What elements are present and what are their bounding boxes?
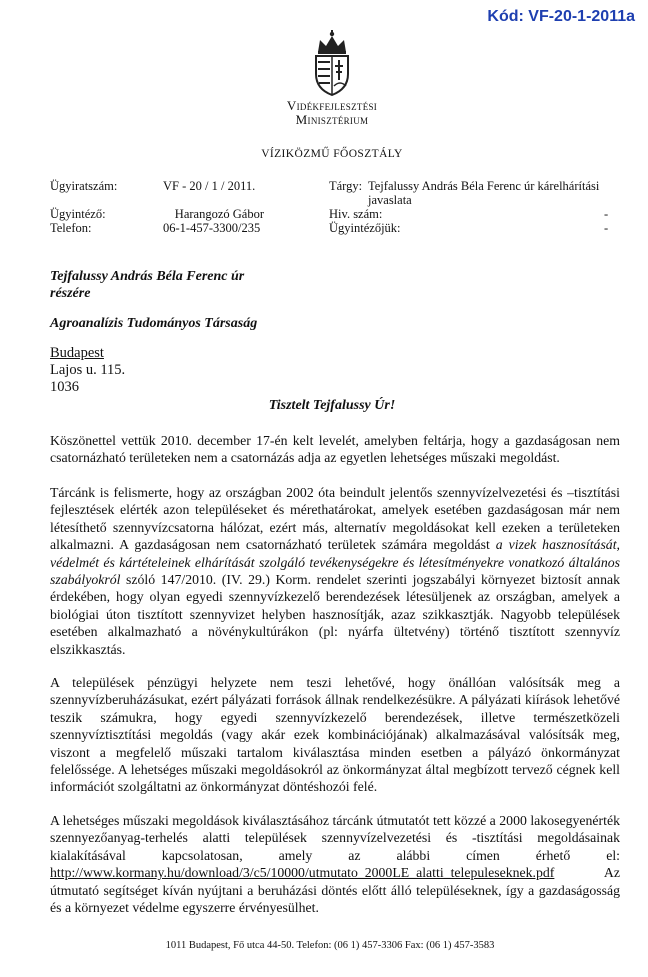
subject-value-line-2: javaslata	[368, 193, 412, 207]
paragraph-4-part-1: A lehetséges műszaki megoldások kiválasztásához tárcánk útmutatót tett közzé a 2000 lakosegyenérték szennyezőanyag-terhelés alatti települések szennyvízelvezetési és -tisztítási megoldásainak kialakításával kapcsolatosan, amely az alábbi címen érhető el:	[50, 813, 620, 863]
reference-number-label: Hiv. szám:	[329, 207, 383, 221]
coat-of-arms-icon	[312, 30, 352, 96]
paragraph-4	[50, 812, 620, 916]
guide-link[interactable]: http://www.kormany.hu/download/3/c5/10000/utmutato_2000LE_alatti_telepuleseknek.pdf	[50, 865, 555, 881]
paragraph-2-part-1: Tárcánk is felismerte, hogy az országban 2002 óta beindult jelentős szennyvízelvezetési és –tisztítási fejlesztések elérték azon településeket és mérethatárokat, amelyek esetében gazdaságosan már nem létesíthető szennyvízcsatorna hálózat, ezért más, alternatív megoldásokat kell ezeken a területeken alkalmazni. A gazdaságosan nem csatornázható területek számára megoldást	[50, 485, 620, 553]
phone-value: 06-1-457-3300/235	[163, 221, 261, 235]
paragraph-2	[50, 484, 620, 658]
ministry-line-2: Minisztérium	[295, 112, 369, 127]
their-administrator-label: Ügyintézőjük:	[329, 221, 401, 235]
their-administrator-value: -	[604, 221, 609, 235]
paragraph-2-part-2: szóló 147/2010. (IV. 29.) Korm. rendelet szerinti jogszabályi környezet biztosít annak érdekében, hogy olyan egyedi szennyvízkezelő berendezések létesüljenek az országban, amelyek a biológiai úton tisztított szennyvizet helyben hasznosítják, azaz szikkasztják. Nagyobb települések esetében alkalmazható a növénykultúrákon (pl: nyárfa ültetvény) történő tisztított szennyvíz elszikkasztás.	[50, 572, 620, 657]
footer-address: 1011 Budapest, Fő utca 44-50. Telefon: (06 1) 457-3306 Fax: (06 1) 457-3583	[165, 940, 495, 951]
subject-value: Tejfalussy András Béla Ferenc úr kárelhárítási	[368, 179, 600, 193]
subject-label: Tárgy:	[329, 179, 363, 193]
salutation: Tisztelt Tejfalussy Úr!	[268, 398, 396, 413]
document-code: Kód: VF-20-1-2011a	[487, 8, 635, 25]
ministry-name	[200, 99, 464, 127]
reference-number-value: -	[604, 207, 609, 221]
phone-label: Telefon:	[50, 221, 92, 235]
administrator-value: Harangozó Gábor	[174, 207, 264, 221]
administrator-label: Ügyintéző:	[50, 207, 106, 221]
recipient-city: Budapest	[50, 345, 104, 361]
recipient-street: Lajos u. 115.	[50, 362, 126, 378]
case-number-value: VF - 20 / 1 / 2011.	[163, 179, 256, 193]
department-name: VÍZIKÖZMŰ FŐOSZTÁLY	[261, 148, 403, 160]
ministry-line-1: Vidékfejlesztési	[286, 98, 378, 113]
paragraph-1: Köszönettel vettük 2010. december 17-én kelt levelét, amelyben feltárja, hogy a gazdaságosan nem csatornázható területeken nem a csatornázás adja az egyetlen lehetséges műszaki megoldást.	[50, 433, 620, 466]
regulation-title: a vizek hasznosítását, védelmét és kártételeinek elhárítását szolgáló tevékenységekre és létesítményekre vonatkozó általános szabályokról	[50, 537, 620, 588]
recipient-organization: Agroanalízis Tudományos Társaság	[50, 316, 258, 331]
case-number-label: Ügyiratszám:	[50, 179, 118, 193]
recipient-name: Tejfalussy András Béla Ferenc úr	[50, 269, 245, 284]
paragraph-4-part-2: Az útmutató segítséget kíván nyújtani a beruházási döntés előtt álló településeknek, így a gazdaságosság és a környezet védelme egyszerre érvényesülhet.	[50, 865, 620, 916]
recipient-reszere: részére	[50, 286, 91, 301]
recipient-zip: 1036	[50, 379, 79, 395]
paragraph-3: A települések pénzügyi helyzete nem teszi lehetővé, hogy önállóan valósítsák meg a szennyvízberuházásukat, ezért pályázati források állnak rendelkezésükre. A pályázati kiírások lehetővé teszik számukra, hogy egyedi szennyvízkezelő berendezések, illetve természetközeli szennyvíztisztítási megoldás (vagy akár ezek kombinációjának) alkalmazásával valósítsák meg, viszont a megfelelő műszaki tartalom kiválasztása minden esetben a pályázó önkormányzat felelőssége. A lehetséges műszaki megoldásokról az önkormányzat által megbízott tervező cégnek kell információt szolgáltatni az önkormányzat döntéshozói felé.	[50, 675, 620, 795]
